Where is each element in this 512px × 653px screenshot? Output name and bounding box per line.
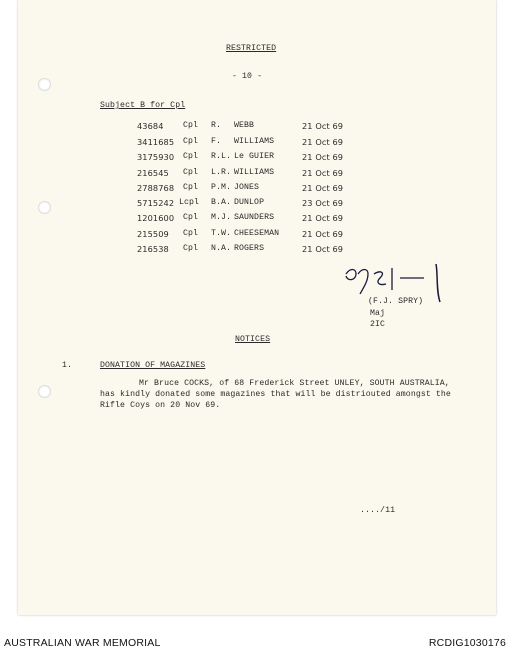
service-number: 216538 xyxy=(137,244,169,254)
surname: SAUNDERS xyxy=(234,213,275,222)
initials: F. xyxy=(211,137,222,146)
footer-record-id: RCDIG1030176 xyxy=(428,637,506,649)
date: 21 Oct 69 xyxy=(302,121,344,131)
date: 21 Oct 69 xyxy=(302,152,344,162)
service-number: 43684 xyxy=(137,121,164,131)
notice-text-line: has kindly donated some magazines that will be distriouted amongst the xyxy=(100,390,451,399)
date: 21 Oct 69 xyxy=(302,168,344,178)
service-number: 5715242 xyxy=(137,198,175,208)
surname: DUNLOP xyxy=(234,198,265,207)
service-number: 3175930 xyxy=(137,152,175,162)
page-number: - 10 - xyxy=(232,72,263,81)
initials: R. xyxy=(211,121,222,130)
initials: R.L. xyxy=(211,152,232,161)
initials: N.A. xyxy=(211,244,232,253)
rank: Cpl xyxy=(183,183,199,192)
date: 21 Oct 69 xyxy=(302,137,344,147)
service-number: 215509 xyxy=(137,229,169,239)
signatory-name: (F.J. SPRY) xyxy=(368,297,424,306)
footer-archive-name: AUSTRALIAN WAR MEMORIAL xyxy=(4,637,161,649)
signatory-rank: Maj xyxy=(370,309,386,318)
rank: Cpl xyxy=(183,121,199,130)
service-number: 1201600 xyxy=(137,213,175,223)
date: 23 Oct 69 xyxy=(302,198,344,208)
service-number: 2788768 xyxy=(137,183,175,193)
date: 21 Oct 69 xyxy=(302,213,344,223)
rank: Cpl xyxy=(183,152,199,161)
punch-hole xyxy=(38,201,51,214)
notice-text-line: Mr Bruce COCKS, of 68 Frederick Street UNLEY, SOUTH AUSTRALIA, xyxy=(139,379,450,388)
service-number: 3411685 xyxy=(137,137,175,147)
rank: Cpl xyxy=(183,229,199,238)
date: 21 Oct 69 xyxy=(302,244,344,254)
date: 21 Oct 69 xyxy=(302,183,344,193)
initials: B.A. xyxy=(211,198,232,207)
notice-title: DONATION OF MAGAZINES xyxy=(100,361,206,370)
rank: Cpl xyxy=(183,137,199,146)
surname: WILLIAMS xyxy=(234,168,275,177)
initials: T.W. xyxy=(211,229,232,238)
date: 21 Oct 69 xyxy=(302,229,344,239)
rank: Cpl xyxy=(183,244,199,253)
surname: JONES xyxy=(234,183,260,192)
service-number: 216545 xyxy=(137,168,169,178)
notices-heading: NOTICES xyxy=(235,335,271,344)
continuation-marker: ..../11 xyxy=(360,506,396,515)
classification-marking: RESTRICTED xyxy=(226,44,277,53)
rank: Cpl xyxy=(183,168,199,177)
subject-heading: Subject B for Cpl xyxy=(100,101,186,110)
document-page xyxy=(18,0,496,615)
surname: WILLIAMS xyxy=(234,137,275,146)
initials: P.M. xyxy=(211,183,232,192)
surname: CHEESEMAN xyxy=(234,229,280,238)
surname: WEBB xyxy=(234,121,255,130)
notice-text-line: Rifle Coys on 20 Nov 69. xyxy=(100,401,221,410)
initials: L.R. xyxy=(211,168,232,177)
surname: ROGERS xyxy=(234,244,265,253)
signatory-appointment: 2IC xyxy=(370,320,386,329)
notice-number: 1. xyxy=(62,361,73,370)
rank: Lcpl xyxy=(179,198,200,207)
punch-hole xyxy=(38,78,51,91)
surname: Le GUIER xyxy=(234,152,275,161)
initials: M.J. xyxy=(211,213,232,222)
rank: Cpl xyxy=(183,213,199,222)
punch-hole xyxy=(38,385,51,398)
